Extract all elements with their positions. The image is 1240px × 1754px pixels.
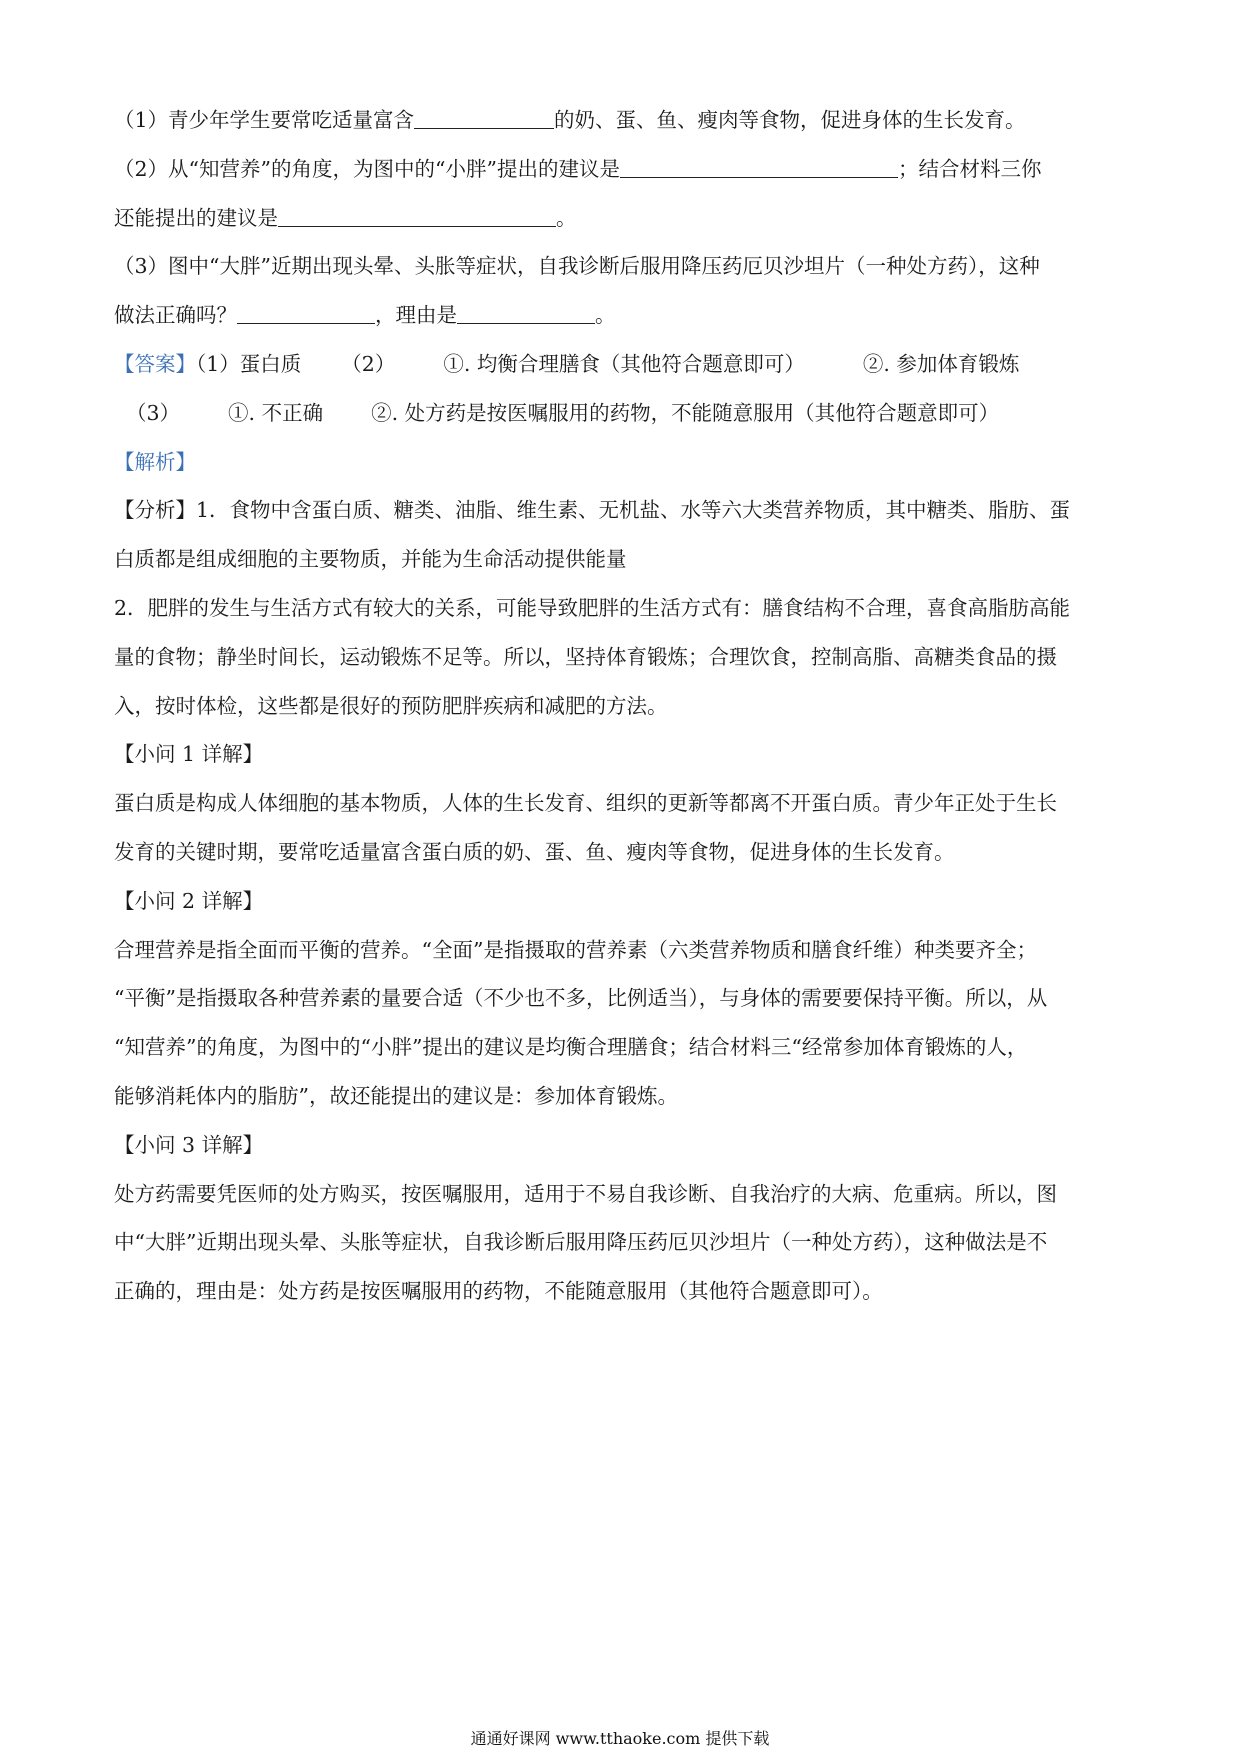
analysis-line: 2．肥胖的发生与生活方式有较大的关系，可能导致肥胖的生活方式有：膳食结构不合理，喜食高脂肪高能 [114,595,1071,620]
analysis-line: “平衡”是指摄取各种营养素的量要合适（不少也不多，比例适当），与身体的需要要保持平衡。所以，从 [114,986,1048,1011]
answer-blank-4[interactable] [237,299,375,324]
answer-blank-1[interactable] [414,104,554,129]
question-1: （1）青少年学生要常吃适量富含 的奶、蛋、鱼、瘦肉等食物，促进身体的生长发育。 [114,96,1130,145]
question-2-line-1: （2）从“知营养”的角度，为图中的“小胖”提出的建议是 ；结合材料三你 [114,145,1130,194]
analysis-line: 处方药需要凭医师的处方购买，按医嘱服用，适用于不易自我诊断、自我治疗的大病、危重病。所以，图 [114,1181,1057,1206]
subquestion-2-heading: 【小问 2 详解】 [114,888,264,913]
analysis-line: 白质都是组成细胞的主要物质，并能为生命活动提供能量 [114,547,627,572]
analysis-line: 量的食物；静坐时间长，运动锻炼不足等。所以，坚持体育锻炼；合理饮食，控制高脂、高糖类食品的摄 [114,644,1057,669]
question-3-line-2: 做法正确吗？ ，理由是 。 [114,291,1130,340]
answer-line-2: （3） ①. 不正确 ②. 处方药是按医嘱服用的药物，不能随意服用（其他符合题意即可） [126,400,1000,425]
question-3-line-1: （3）图中“大胖”近期出现头晕、头胀等症状，自我诊断后服用降压药厄贝沙坦片（一种处方药），这种 [114,254,1040,279]
analysis-heading [114,438,1130,487]
answer-blank-3[interactable] [278,202,556,227]
subquestion-1-heading: 【小问 1 详解】 [114,742,264,767]
analysis-line: 蛋白质是构成人体细胞的基本物质，人体的生长发育、组织的更新等都离不开蛋白质。青少年正处于生长 [114,791,1057,816]
answer-line-1: 【答案】（1）蛋白质 （2） ①. 均衡合理膳食（其他符合题意即可） ②. 参加体育锻炼 [114,351,1020,376]
analysis-tag: 【解析】 [114,449,196,474]
analysis-line: 正确的，理由是：处方药是按医嘱服用的药物，不能随意服用（其他符合题意即可）。 [114,1279,883,1304]
analysis-line: 发育的关键时期，要常吃适量富含蛋白质的奶、蛋、鱼、瘦肉等食物，促进身体的生长发育。 [114,839,955,864]
analysis-line: 能够消耗体内的脂肪”，故还能提出的建议是：参加体育锻炼。 [114,1083,678,1108]
analysis-line: 合理营养是指全面而平衡的营养。“全面”是指摄取的营养素（六类营养物质和膳食纤维）种类要齐全； [114,937,1037,962]
subquestion-3-heading: 【小问 3 详解】 [114,1132,264,1157]
answer-blank-2[interactable] [620,153,898,178]
analysis-line: “知营养”的角度，为图中的“小胖”提出的建议是均衡合理膳食；结合材料三“经常参加体育锻炼的人， [114,1035,1028,1060]
analysis-line: 中“大胖”近期出现头晕、头胀等症状，自我诊断后服用降压药厄贝沙坦片（一种处方药），这种做法是不 [114,1230,1048,1255]
analysis-line: 【分析】1．食物中含蛋白质、糖类、油脂、维生素、无机盐、水等六大类营养物质，其中糖类、脂肪、蛋 [114,498,1071,523]
page-footer: 通通好课网 www.tthaoke.com 提供下载 [470,1729,770,1748]
analysis-line: 入，按时体检，这些都是很好的预防肥胖疾病和减肥的方法。 [114,693,668,718]
answer-tag: 【答案】 [114,351,196,376]
answer-blank-5[interactable] [457,299,595,324]
question-2-line-2: 还能提出的建议是 。 [114,194,1130,243]
document-body [114,96,1130,1316]
